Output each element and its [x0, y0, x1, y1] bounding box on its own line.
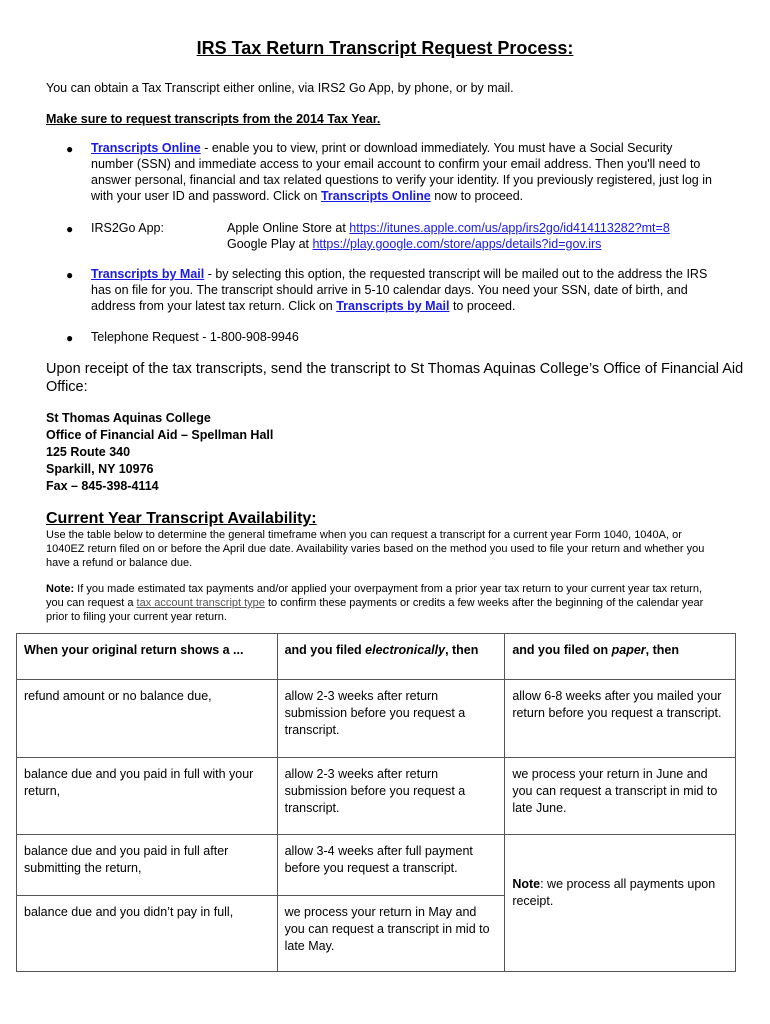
transcripts-by-mail-link-2[interactable]: Transcripts by Mail [336, 299, 450, 313]
telephone-request: Telephone Request - 1-800-908-9946 [91, 330, 299, 344]
header-paper-pre: and you filed on [512, 643, 612, 657]
table-cell: balance due and you paid in full after submitting the return, [17, 835, 278, 896]
address-line: Fax – 845-398-4114 [46, 479, 159, 493]
header-paper [505, 634, 736, 680]
app-label: IRS2Go App: [91, 221, 164, 235]
table-cell: allow 2-3 weeks after return submission before you request a transcript. [277, 758, 505, 835]
cell-note-label: Note [512, 877, 541, 891]
table-row [17, 680, 736, 758]
transcripts-online-link[interactable]: Transcripts Online [91, 141, 201, 155]
google-play-line [227, 236, 601, 252]
google-play-label: Google Play at [227, 237, 313, 251]
table-cell: we process your return in June and you can request a transcript in mid to late June. [505, 758, 736, 835]
transcripts-online-link-2[interactable]: Transcripts Online [320, 189, 431, 203]
availability-heading: Current Year Transcript Availability: [46, 510, 317, 527]
table-cell-note [505, 835, 736, 972]
college-address [46, 410, 273, 495]
header-electronic [277, 634, 505, 680]
table-cell: balance due and you didn’t pay in full, [17, 896, 278, 972]
online-section [91, 140, 731, 204]
online-line4-end: now to proceed. [430, 189, 524, 203]
cell-note-text: : we process all payments upon receipt. [512, 877, 716, 908]
header-paper-em: paper [611, 643, 646, 657]
header-original-return: When your original return shows a ... [17, 634, 278, 680]
availability-desc-line: have a refund or balance due. [46, 557, 193, 569]
table-cell: we process your return in May and you can request a transcript in mid to late May. [277, 896, 505, 972]
tax-account-transcript-link[interactable]: tax account transcript type [136, 597, 265, 609]
apple-store-line [227, 220, 670, 236]
note-line2-end: to confirm these payments or credits a few weeks after the beginning of the calendar year [264, 597, 704, 609]
table-cell: allow 3-4 weeks after full payment before you request a transcript. [277, 835, 505, 896]
header-electronic-pre: and you filed [284, 643, 366, 657]
address-line: Sparkill, NY 10976 [46, 462, 154, 476]
table-cell: refund amount or no balance due, [17, 680, 278, 758]
receipt-paragraph [46, 360, 746, 396]
bullet-icon: ● [66, 268, 74, 282]
availability-table [16, 633, 736, 972]
note-line3: prior to filing your current year return. [46, 611, 227, 623]
online-line3: answer personal, financial and tax related questions to verify your identity. If you previously registered, just log in [91, 173, 712, 187]
address-line: St Thomas Aquinas College [46, 411, 211, 425]
receipt-line-1: Upon receipt of the tax transcripts, send the transcript to St Thomas Aquinas College’s Office of Financial Aid [46, 361, 744, 377]
mail-line3: address from your latest tax return. Click on [91, 299, 337, 313]
availability-desc-line: 1040EZ return filed on or before the April due date. Availability varies based on the method you used to file your return and whether you [46, 543, 705, 555]
bullet-icon: ● [66, 331, 74, 345]
intro-text: You can obtain a Tax Transcript either online, via IRS2 Go App, by phone, or by mail. [46, 81, 514, 95]
header-paper-post: , then [645, 643, 680, 657]
header-electronic-em: electronically [365, 643, 446, 657]
table-cell: allow 2-3 weeks after return submission before you request a transcript. [277, 680, 505, 758]
table-cell: allow 6-8 weeks after you mailed your return before you request a transcript. [505, 680, 736, 758]
address-line: Office of Financial Aid – Spellman Hall [46, 428, 274, 442]
mail-section [91, 266, 731, 314]
note-line2: you can request a [46, 597, 137, 609]
header-electronic-post: , then [445, 643, 479, 657]
apple-store-label: Apple Online Store at [227, 221, 350, 235]
note-label: Note: [46, 583, 75, 595]
online-line4: with your user ID and password. Click on [91, 189, 321, 203]
availability-description [46, 528, 736, 570]
availability-note [46, 582, 736, 624]
google-play-link[interactable]: https://play.google.com/store/apps/details?id=gov.irs [312, 237, 602, 251]
mail-line1: - by selecting this option, the requested transcript will be mailed out to the address the IRS [204, 267, 708, 281]
mail-line2: has on file for you. The transcript should arrive in 5-10 calendar days. You need your SSN, date of birth, and [91, 283, 688, 297]
bullet-icon: ● [66, 142, 74, 156]
receipt-line-2: Office: [46, 379, 88, 395]
online-line1: - enable you to view, print or download immediately. You must have a Social Security [200, 141, 673, 155]
page-title: IRS Tax Return Transcript Request Process: [196, 38, 574, 58]
mail-line3-end: to proceed. [449, 299, 516, 313]
online-line2: number (SSN) and immediate access to your email account to confirm your email address. Then you'll need to [91, 157, 701, 171]
table-row [17, 835, 736, 896]
tax-year-notice: Make sure to request transcripts from the 2014 Tax Year. [46, 112, 381, 126]
note-line1: If you made estimated tax payments and/or applied your overpayment from a prior year tax return to your current year tax return, [74, 583, 703, 595]
table-header-row [17, 634, 736, 680]
bullet-icon: ● [66, 222, 74, 236]
apple-store-link[interactable]: https://itunes.apple.com/us/app/irs2go/id414113282?mt=8 [349, 221, 670, 235]
address-line: 125 Route 340 [46, 445, 131, 459]
transcripts-by-mail-link[interactable]: Transcripts by Mail [91, 267, 205, 281]
table-row [17, 758, 736, 835]
table-cell: balance due and you paid in full with your return, [17, 758, 278, 835]
availability-desc-line: Use the table below to determine the general timeframe when you can request a transcript for a current year Form 1040, 1040A, or [46, 529, 682, 541]
